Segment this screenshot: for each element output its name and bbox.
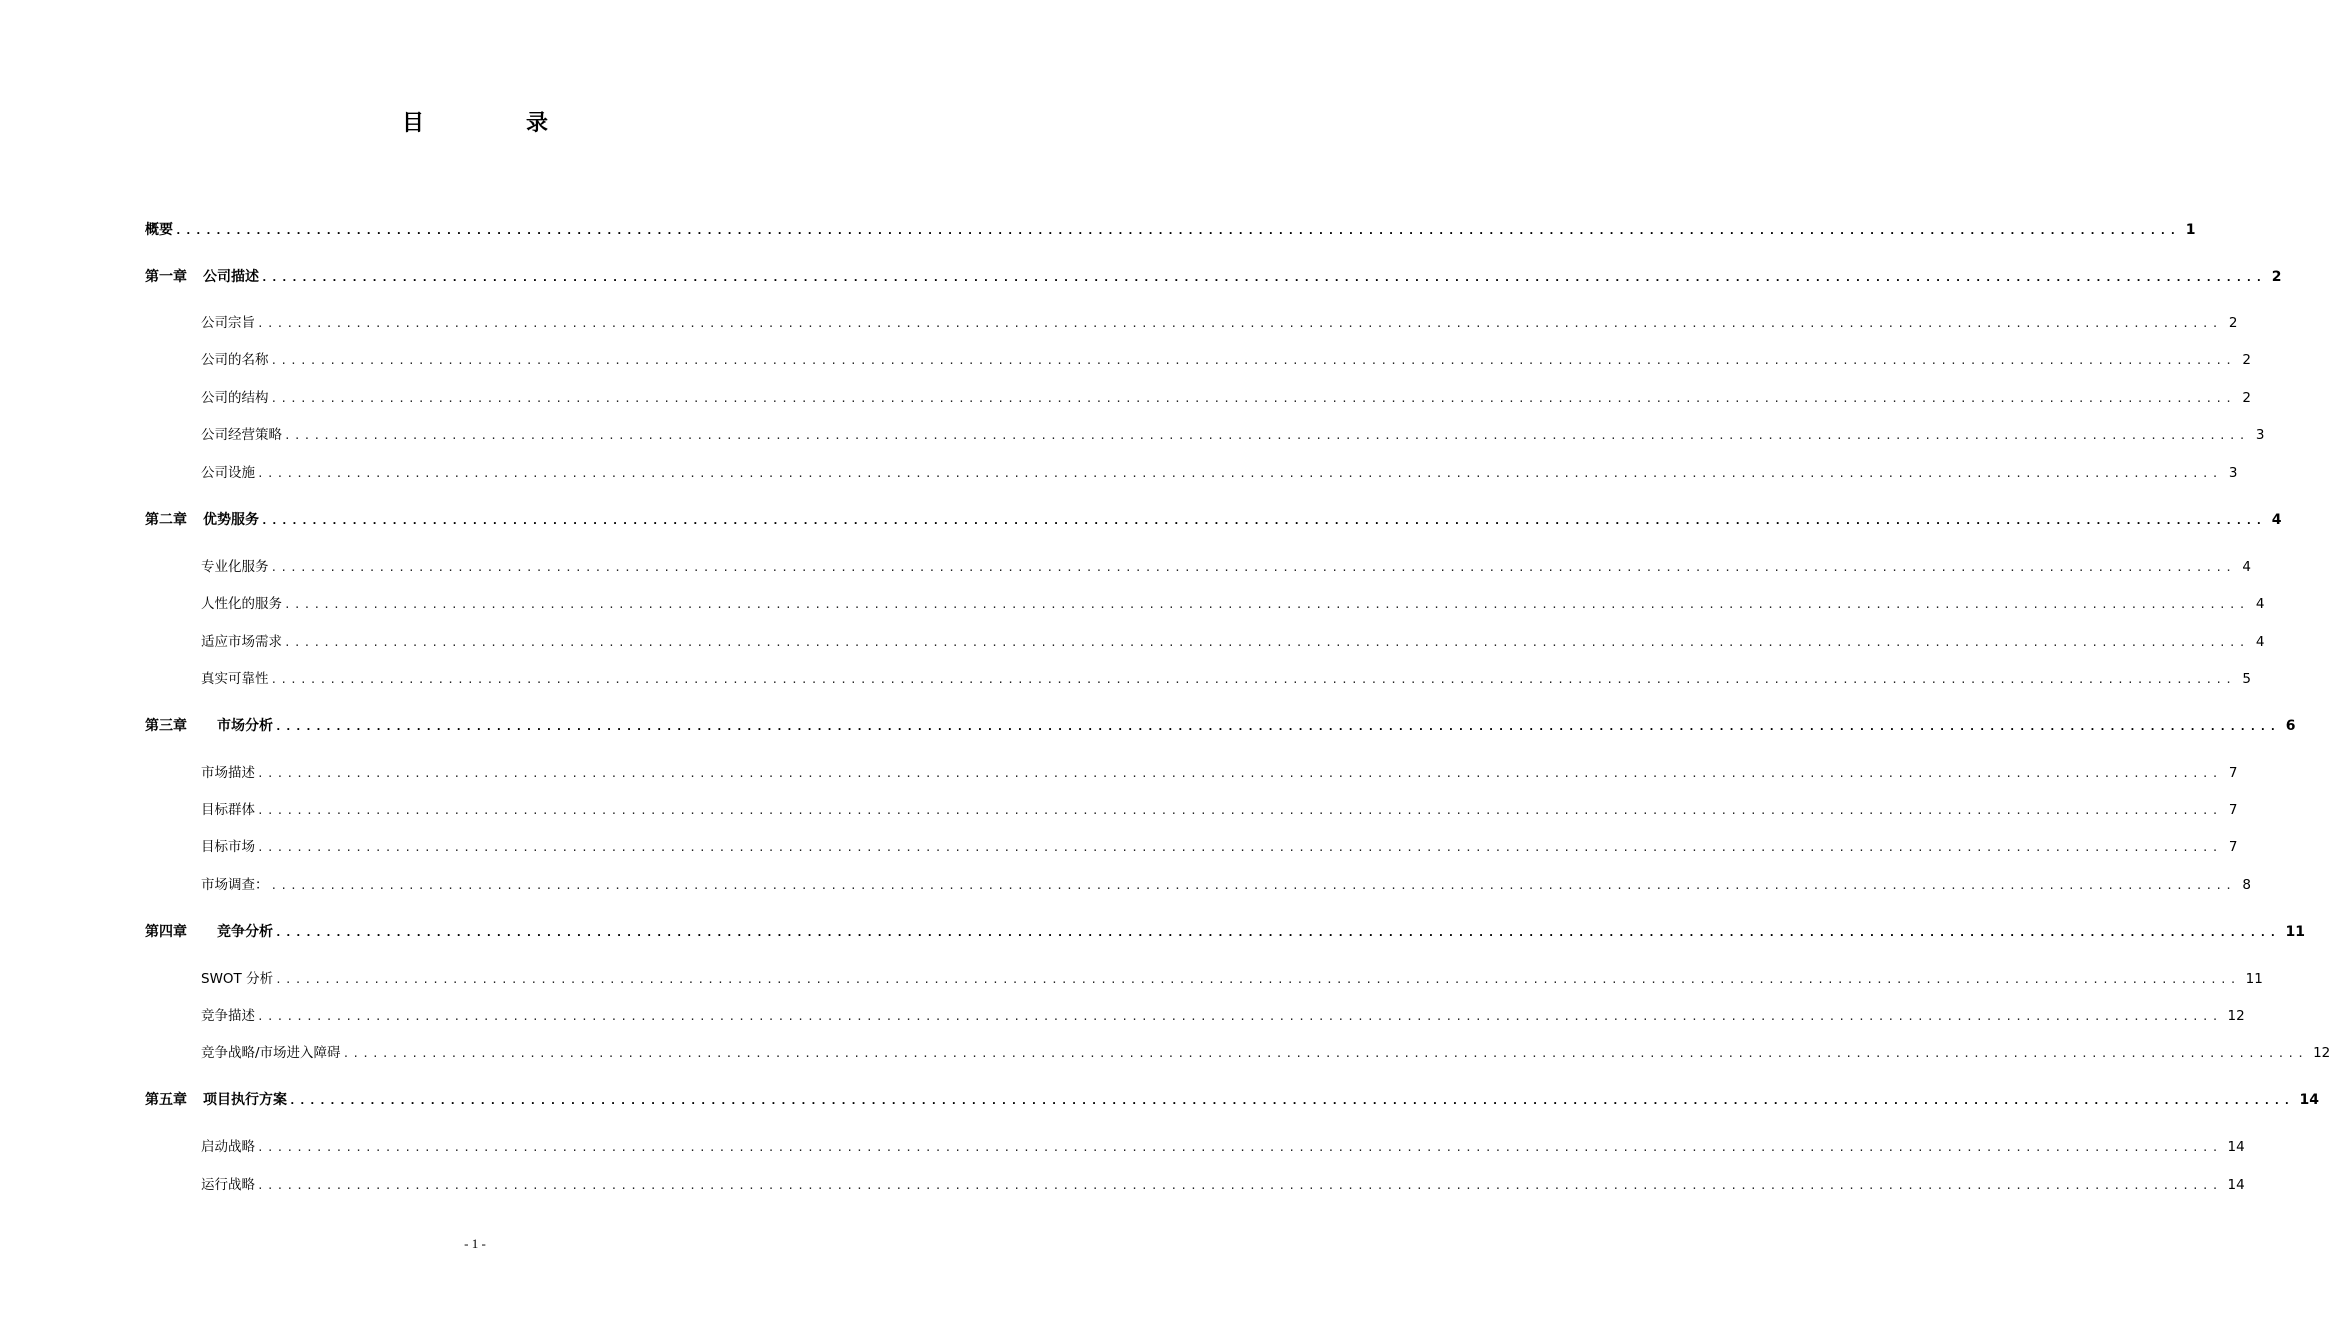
- toc-section-entry[interactable]: [201, 1042, 2330, 1064]
- toc-page-number: 4: [2242, 559, 2252, 575]
- toc-page-number: 11: [2245, 971, 2263, 987]
- toc-dot-leader: ........................................................................................................................................................................................................: [270, 392, 2236, 405]
- toc-section-entry[interactable]: [201, 387, 2252, 409]
- toc-page-number: 11: [2285, 924, 2305, 940]
- toc-page-number: 6: [2285, 718, 2296, 734]
- toc-entry-title: 公司设施: [201, 465, 255, 481]
- toc-entry-title: 市场描述: [201, 765, 255, 781]
- toc-entry-label: [145, 1089, 287, 1111]
- toc-entry-label: [201, 424, 282, 446]
- toc-entry-label: [201, 1042, 341, 1064]
- toc-entry-title: 公司描述: [203, 269, 259, 285]
- toc-entry-label: [145, 266, 259, 288]
- toc-page-number: 7: [2228, 765, 2238, 781]
- toc-page-number: 4: [2255, 634, 2265, 650]
- toc-dot-leader: ........................................................................................................................................................................................................: [257, 317, 2222, 330]
- toc-dot-leader: ........................................................................................................................................................................................................: [284, 429, 2249, 442]
- toc-dot-leader: ........................................................................................................................................................................................................: [261, 514, 2266, 527]
- toc-entry-title: 真实可靠性: [201, 671, 269, 687]
- toc-page-number: 2: [2271, 269, 2282, 285]
- toc-entry-title: 竞争战略/市场进入障碍: [201, 1045, 341, 1061]
- toc-section-entry[interactable]: [201, 424, 2265, 446]
- toc-page-number: 3: [2255, 427, 2265, 443]
- toc-page-number: 5: [2242, 671, 2252, 687]
- toc-page-number: 4: [2255, 596, 2265, 612]
- toc-entry-title: 人性化的服务: [201, 596, 282, 612]
- toc-dot-leader: ........................................................................................................................................................................................................: [175, 224, 2180, 237]
- toc-section-entry[interactable]: [201, 762, 2238, 784]
- toc-dot-leader: ........................................................................................................................................................................................................: [270, 673, 2236, 686]
- toc-entry-title: 竞争描述: [201, 1008, 255, 1024]
- toc-chapter-entry[interactable]: [145, 715, 2296, 737]
- toc-entry-label: [201, 668, 269, 690]
- toc-dot-leader: ........................................................................................................................................................................................................: [257, 804, 2222, 817]
- toc-page-number: 1: [2185, 222, 2196, 238]
- toc-section-entry[interactable]: [201, 631, 2265, 653]
- toc-section-entry[interactable]: [201, 462, 2238, 484]
- page-number: - 1 -: [464, 1236, 486, 1251]
- toc-dot-leader: ........................................................................................................................................................................................................: [270, 354, 2236, 367]
- toc-page-number: 4: [2271, 512, 2282, 528]
- toc-page-number: 12: [2227, 1008, 2245, 1024]
- toc-entry-title: 适应市场需求: [201, 634, 282, 650]
- toc-chapter-entry[interactable]: [145, 509, 2282, 531]
- toc-section-entry[interactable]: [201, 556, 2252, 578]
- toc-section-entry[interactable]: [201, 1005, 2245, 1027]
- toc-chapter-entry[interactable]: [145, 266, 2282, 288]
- toc-entry-label: [201, 631, 282, 653]
- toc-entry-label: [201, 799, 255, 821]
- toc-entry-title: 概要: [145, 222, 173, 238]
- toc-entry-title: 市场分析: [217, 718, 273, 734]
- toc-section-entry[interactable]: [201, 349, 2252, 371]
- toc-page-number: 14: [2299, 1092, 2319, 1108]
- toc-dot-leader: ........................................................................................................................................................................................................: [257, 767, 2222, 780]
- toc-dot-leader: ........................................................................................................................................................................................................: [261, 271, 2266, 284]
- toc-entry-label: [201, 1136, 255, 1158]
- toc-dot-leader: ........................................................................................................................................................................................................: [342, 1047, 2308, 1060]
- toc-entry-label: [201, 762, 255, 784]
- toc-dot-leader: ........................................................................................................................................................................................................: [257, 467, 2222, 480]
- toc-dot-leader: ........................................................................................................................................................................................................: [275, 720, 2280, 733]
- toc-page-number: 14: [2227, 1177, 2245, 1193]
- toc-entry-title: 竞争分析: [217, 924, 273, 940]
- toc-chapter-number: 第四章: [145, 924, 187, 940]
- toc-page-number: 3: [2228, 465, 2238, 481]
- toc-chapter-entry[interactable]: [145, 1089, 2319, 1111]
- toc-dot-leader: ........................................................................................................................................................................................................: [257, 1179, 2222, 1192]
- toc-entry-label: [145, 219, 173, 241]
- toc-dot-leader: ........................................................................................................................................................................................................: [275, 973, 2240, 986]
- toc-entry-title: 项目执行方案: [203, 1092, 287, 1108]
- toc-entry-label: [145, 715, 273, 737]
- toc-entry-label: [201, 1174, 255, 1196]
- toc-section-entry[interactable]: [201, 799, 2238, 821]
- toc-entry-label: [145, 509, 259, 531]
- toc-entry-label: [201, 1005, 255, 1027]
- toc-chapter-number: 第一章: [145, 269, 187, 285]
- toc-chapter-number: 第三章: [145, 718, 187, 734]
- toc-entry-title: 运行战略: [201, 1177, 255, 1193]
- toc-entry-label: [201, 349, 269, 371]
- toc-dot-leader: ........................................................................................................................................................................................................: [270, 561, 2236, 574]
- toc-entry-title: SWOT 分析: [201, 971, 274, 987]
- toc-chapter-number: 第二章: [145, 512, 187, 528]
- toc-entry-title: 公司的名称: [201, 352, 269, 368]
- toc-dot-leader: ........................................................................................................................................................................................................: [257, 1010, 2222, 1023]
- toc-entry-title: 公司的结构: [201, 390, 269, 406]
- toc-entry-title: 市场调查：: [201, 877, 269, 893]
- toc-dot-leader: ........................................................................................................................................................................................................: [270, 879, 2236, 892]
- toc-entry-label: [201, 312, 255, 334]
- toc-page-number: 2: [2242, 352, 2252, 368]
- toc-entry-title: 优势服务: [203, 512, 259, 528]
- toc-entry-title: 公司宗旨: [201, 315, 255, 331]
- toc-page-number: 12: [2313, 1045, 2330, 1061]
- toc-entry-label: [201, 593, 282, 615]
- toc-dot-leader: ........................................................................................................................................................................................................: [257, 841, 2222, 854]
- toc-entry-label: [201, 556, 269, 578]
- toc-section-entry[interactable]: [201, 874, 2252, 896]
- page-title: 目 录: [401, 111, 588, 136]
- toc-entry-title: 专业化服务: [201, 559, 269, 575]
- toc-section-entry[interactable]: [201, 668, 2252, 690]
- toc-entry-label: [201, 874, 269, 896]
- toc-page-number: 8: [2242, 877, 2252, 893]
- toc-entry-label: [201, 462, 255, 484]
- toc-entry-title: 启动战略: [201, 1139, 255, 1155]
- toc-dot-leader: ........................................................................................................................................................................................................: [275, 926, 2280, 939]
- toc-entry-label: [201, 387, 269, 409]
- toc-page-number: 14: [2227, 1139, 2245, 1155]
- toc-section-entry[interactable]: [201, 836, 2238, 858]
- toc-page-number: 2: [2242, 390, 2252, 406]
- toc-page-number: 7: [2228, 839, 2238, 855]
- toc-entry-label: [201, 968, 273, 990]
- toc-page-number: 7: [2228, 802, 2238, 818]
- toc-dot-leader: ........................................................................................................................................................................................................: [257, 1141, 2222, 1154]
- toc-section-entry[interactable]: [201, 593, 2265, 615]
- toc-dot-leader: ........................................................................................................................................................................................................: [284, 598, 2249, 611]
- toc-chapter-entry[interactable]: [145, 219, 2196, 241]
- toc-section-entry[interactable]: [201, 968, 2263, 990]
- toc-section-entry[interactable]: [201, 1174, 2245, 1196]
- toc-section-entry[interactable]: [201, 312, 2238, 334]
- toc-dot-leader: ........................................................................................................................................................................................................: [289, 1094, 2294, 1107]
- toc-page-number: 2: [2228, 315, 2238, 331]
- toc-chapter-number: 第五章: [145, 1092, 187, 1108]
- toc-entry-title: 目标市场: [201, 839, 255, 855]
- toc-entry-label: [201, 836, 255, 858]
- toc-entry-title: 公司经营策略: [201, 427, 282, 443]
- toc-entry-label: [145, 921, 273, 943]
- toc-entry-title: 目标群体: [201, 802, 255, 818]
- toc-chapter-entry[interactable]: [145, 921, 2305, 943]
- toc-section-entry[interactable]: [201, 1136, 2245, 1158]
- toc-dot-leader: ........................................................................................................................................................................................................: [284, 636, 2249, 649]
